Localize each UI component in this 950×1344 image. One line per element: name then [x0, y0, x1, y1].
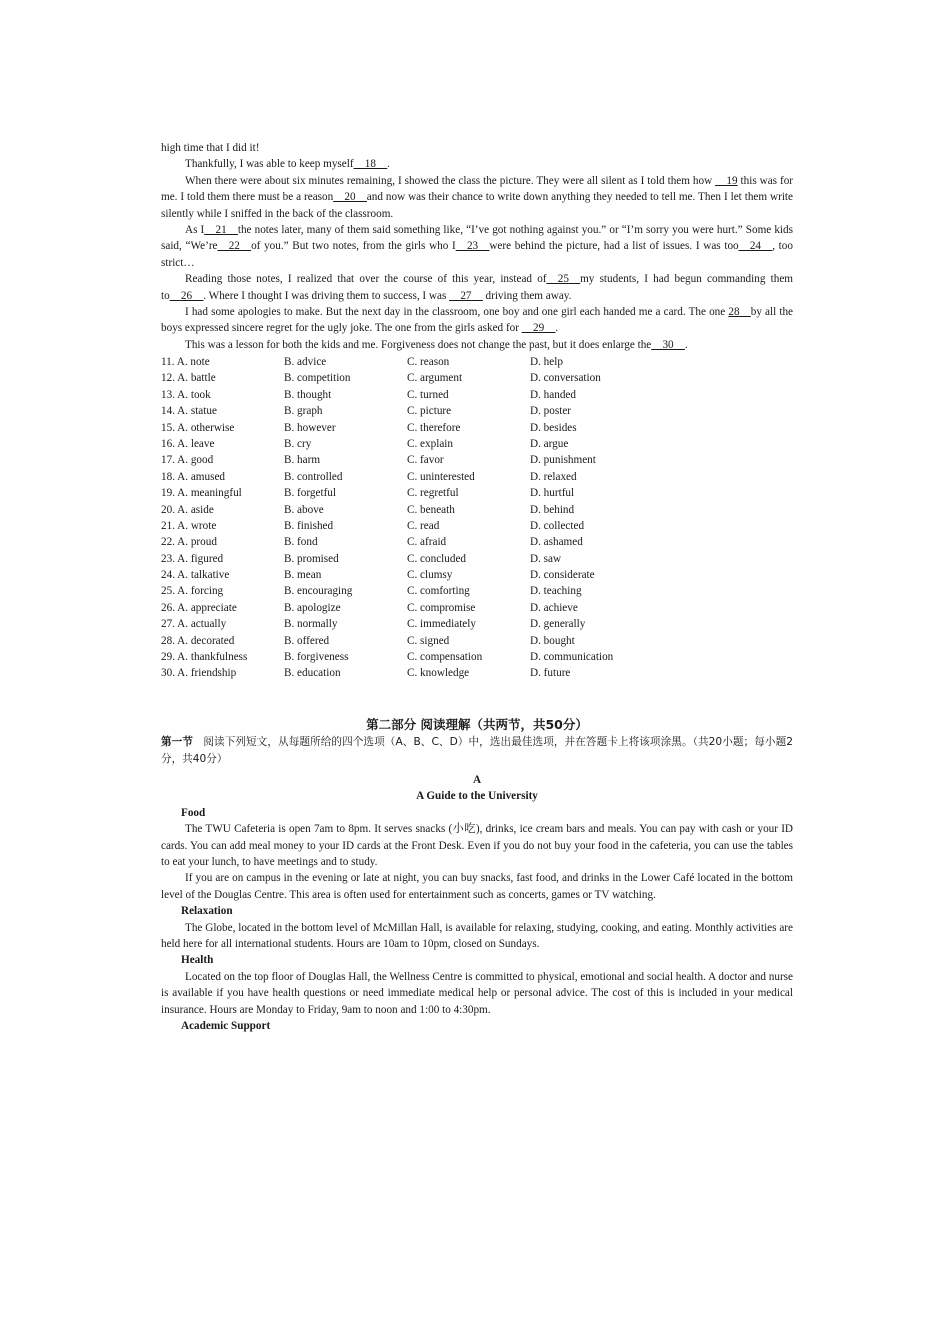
option-c: C. turned [407, 388, 449, 401]
question-row [161, 502, 793, 518]
food-paragraph: The TWU Cafeteria is open 7am to 8pm. It serves snacks (小吃), drinks, ice cream bars and meals. You can pay with cash or your ID cards. You can add meal money to your ID cards at the Front Desk. Even if you do not buy your food in the cafeteria, you can use the tables to eat your lunch, to have meetings and to study. [161, 823, 793, 869]
cloze-text: . [387, 158, 390, 171]
option-c: C. therefore [407, 421, 461, 434]
cloze-text: . [684, 338, 688, 351]
food-paragraph: If you are on campus in the evening or late at night, you can buy snacks, fast food, and drinks in the Lower Café located in the bottom level of the Douglas Centre. This area is often used for entertainment such as concerts, games or TV watching. [161, 872, 793, 901]
section-text: 阅读下列短文，从每题所给的四个选项（A、B、C、D）中，选出最佳选项，并在答题卡上将该项涂黑。（共20小题；每小题2分，共40分） [161, 736, 793, 765]
option-a: 28. A. decorated [161, 634, 235, 647]
blank-27: __27__ [449, 289, 483, 302]
cloze-paragraph [161, 271, 793, 304]
option-d: D. argue [530, 437, 569, 450]
blank-30: __30__ [651, 338, 685, 351]
option-a: 17. A. good [161, 454, 214, 467]
passage-a [161, 772, 793, 1035]
option-c: C. argument [407, 372, 463, 385]
question-row [161, 534, 793, 550]
option-d: D. communication [530, 651, 614, 664]
blank-21: __21__ [204, 224, 238, 237]
option-b: B. finished [284, 519, 334, 532]
question-row [161, 403, 793, 419]
section-label: 第一节 [161, 736, 194, 748]
option-a: 25. A. forcing [161, 585, 224, 598]
option-b: B. mean [284, 569, 322, 582]
option-d: D. teaching [530, 585, 582, 598]
question-row [161, 583, 793, 599]
option-a: 13. A. took [161, 388, 211, 401]
option-b: B. thought [284, 388, 332, 401]
question-row [161, 436, 793, 452]
option-a: 12. A. battle [161, 372, 216, 385]
question-row [161, 616, 793, 632]
option-b: B. encouraging [284, 585, 353, 598]
blank-24: __24__ [738, 240, 773, 253]
option-d: D. collected [530, 519, 585, 532]
cloze-text: and now was their chance to write down anything they needed to tell me. Then I let them write silently while I sniffed in the back of the classroom. [161, 191, 794, 220]
cloze-text: . [555, 322, 559, 335]
question-row [161, 600, 793, 616]
option-c: C. immediately [407, 618, 476, 631]
question-row [161, 551, 793, 567]
option-a: 16. A. leave [161, 437, 215, 450]
relaxation-heading: Relaxation [181, 905, 233, 918]
option-a: 24. A. talkative [161, 569, 230, 582]
cloze-paragraph [161, 156, 793, 172]
question-row [161, 665, 793, 681]
cloze-text: by all the boys expressed sincere regret for the ugly joke. The one from the girls asked for [161, 306, 794, 335]
question-row [161, 452, 793, 468]
option-d: D. besides [530, 421, 577, 434]
option-c: C. comforting [407, 585, 470, 598]
option-b: B. above [284, 503, 324, 516]
cloze-text: When there were about six minutes remaining, I showed the class the picture. They were all silent as I told them how [185, 174, 713, 187]
food-heading: Food [181, 806, 206, 819]
health-paragraph: Located on the top floor of Douglas Hall, the Wellness Centre is committed to physical, emotional and social health. A doctor and nurse is available if you have health questions or need immediate medical help or personal advice. The cost of this is included in your medical insurance. Hours are Monday to Friday, 9am to noon and 1:00 to 4:30pm. [161, 970, 793, 1016]
question-options [161, 354, 793, 682]
option-d: D. bought [530, 634, 575, 647]
relaxation-paragraph: The Globe, located in the bottom level of McMillan Hall, is available for relaxing, studying, cooking, and eating. Monthly activities are held here for all international students. Hours are 10am to 10pm, closed on Sundays. [161, 921, 793, 951]
option-c: C. beneath [407, 503, 455, 516]
blank-19: __19 [715, 174, 738, 187]
option-b: B. normally [284, 618, 338, 631]
option-d: D. conversation [530, 372, 601, 385]
option-d: D. punishment [530, 454, 596, 467]
section-instructions [161, 734, 793, 768]
option-b: B. apologize [284, 601, 341, 614]
question-row [161, 469, 793, 485]
health-heading: Health [181, 954, 214, 967]
option-c: C. concluded [407, 552, 467, 565]
option-c: C. clumsy [407, 569, 453, 582]
question-row [161, 518, 793, 534]
cloze-text: Thankfully, I was able to keep myself [185, 158, 354, 171]
option-d: D. hurtful [530, 487, 575, 500]
cloze-text: , too strict… [161, 240, 793, 269]
option-d: D. achieve [530, 601, 578, 614]
blank-28: 28__ [728, 306, 751, 319]
option-a: 11. A. note [161, 356, 210, 368]
cloze-text: my students, I had begun commanding them to [161, 273, 794, 302]
option-c: C. afraid [407, 536, 447, 549]
option-d: D. behind [530, 503, 575, 516]
option-b: B. education [284, 667, 341, 680]
option-d: D. ashamed [530, 536, 583, 549]
blank-18: __18__ [353, 158, 388, 171]
option-c: C. knowledge [407, 667, 470, 680]
option-b: B. controlled [284, 470, 343, 483]
option-a: 30. A. friendship [161, 667, 237, 680]
cloze-paragraph [161, 304, 793, 337]
option-b: B. however [284, 421, 336, 434]
option-b: B. promised [284, 552, 339, 565]
option-a: 21. A. wrote [161, 519, 217, 532]
cloze-text: the notes later, many of them said something like, “I’ve got nothing against you.” or “I’m sorry you were hurt.” Some kids said, “We’re [161, 224, 793, 253]
option-a: 27. A. actually [161, 618, 227, 631]
option-d: D. relaxed [530, 470, 577, 483]
option-c: C. signed [407, 634, 450, 647]
question-row [161, 420, 793, 436]
option-c: C. reason [407, 356, 450, 368]
option-d: D. help [530, 356, 563, 368]
cloze-text: I had some apologies to make. But the next day in the classroom, one boy and one girl each handed me a card. The one [185, 306, 726, 319]
cloze-text: were behind the picture, had a list of issues. I was too [489, 240, 739, 253]
question-row [161, 649, 793, 665]
option-b: B. forgiveness [284, 651, 349, 664]
option-b: B. advice [284, 356, 327, 368]
option-c: C. regretful [407, 487, 459, 500]
option-c: C. favor [407, 454, 444, 467]
question-row [161, 567, 793, 583]
option-c: C. compensation [407, 651, 483, 664]
passage-title: A Guide to the University [416, 790, 538, 803]
option-c: C. picture [407, 405, 452, 418]
option-b: B. graph [284, 405, 323, 418]
blank-26: __26__ [169, 289, 204, 302]
passage-letter: A [472, 774, 482, 786]
blank-25: __25__ [546, 273, 581, 286]
option-b: B. harm [284, 454, 321, 467]
cloze-paragraph [161, 173, 793, 222]
option-a: 19. A. meaningful [161, 487, 242, 500]
option-a: 14. A. statue [161, 405, 217, 418]
option-b: B. forgetful [284, 487, 336, 500]
cloze-paragraph [161, 337, 793, 353]
option-a: 29. A. thankfulness [161, 651, 248, 664]
option-a: 26. A. appreciate [161, 601, 237, 614]
option-b: B. competition [284, 372, 351, 385]
option-d: D. saw [530, 552, 562, 565]
option-c: C. compromise [407, 601, 476, 614]
question-row [161, 354, 793, 370]
cloze-passage [161, 140, 793, 353]
option-a: 23. A. figured [161, 552, 224, 565]
question-row [161, 370, 793, 386]
blank-23: __23__ [455, 240, 490, 253]
cloze-text: Reading those notes, I realized that over the course of this year, instead of [185, 273, 547, 286]
cloze-paragraph [161, 222, 793, 271]
blank-20: __20__ [333, 191, 367, 204]
part-title: 第二部分 阅读理解（共两节，共50分） [366, 717, 588, 732]
option-c: C. read [407, 519, 440, 532]
option-d: D. generally [530, 618, 586, 631]
option-a: 22. A. proud [161, 536, 217, 549]
option-a: 20. A. aside [161, 503, 214, 516]
option-c: C. explain [407, 437, 453, 450]
blank-22: __22__ [217, 240, 252, 253]
part2-header [161, 716, 793, 768]
option-b: B. fond [284, 536, 318, 549]
option-d: D. considerate [530, 569, 595, 582]
cloze-text: As I [185, 224, 205, 237]
question-row [161, 387, 793, 403]
option-a: 15. A. otherwise [161, 421, 235, 434]
cloze-text: This was a lesson for both the kids and me. Forgiveness does not change the past, but it does enlarge the [185, 338, 652, 351]
option-b: B. cry [284, 437, 312, 450]
cloze-text: this was for me. I told them there must be a reason [161, 174, 794, 204]
question-row [161, 633, 793, 649]
academic-support-heading: Academic Support [181, 1020, 271, 1033]
blank-29: __29__ [521, 322, 556, 335]
question-row [161, 485, 793, 501]
option-d: D. future [530, 667, 571, 680]
option-a: 18. A. amused [161, 470, 226, 483]
cloze-paragraph: high time that I did it! [161, 142, 260, 154]
option-d: D. poster [530, 405, 572, 418]
option-d: D. handed [530, 388, 576, 401]
cloze-text: of you.” But two notes, from the girls who I [251, 240, 456, 253]
option-c: C. uninterested [407, 470, 475, 483]
option-b: B. offered [284, 634, 330, 647]
cloze-text: driving them away. [485, 289, 572, 302]
cloze-text: . Where I thought I was driving them to success, I was [203, 289, 447, 302]
